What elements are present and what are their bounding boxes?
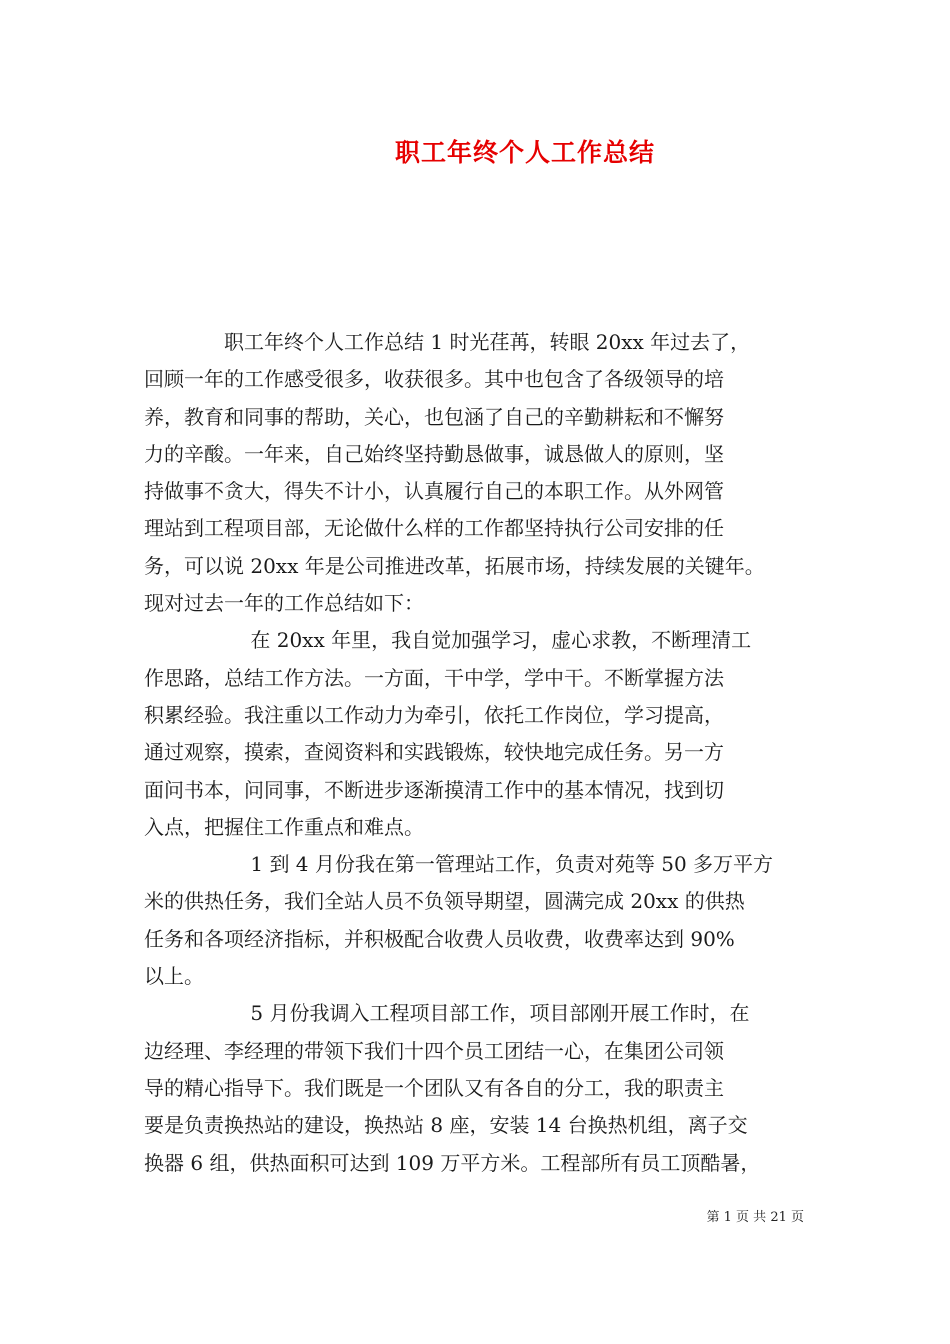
document-title: 职工年终个人工作总结	[394, 138, 655, 167]
body-line: 米的供热任务，我们全站人员不负领导期望，圆满完成 20xx 的供热	[144, 889, 745, 914]
body-line: 在 20xx 年里，我自觉加强学习，虚心求教，不断理清工	[144, 628, 752, 653]
body-line: 力的辛酸。一年来，自己始终坚持勤恳做事，诚恳做人的原则，坚	[144, 441, 724, 466]
body-line: 5 月份我调入工程项目部工作，项目部刚开展工作时，在	[144, 1001, 750, 1026]
body-line: 任务和各项经济指标，并积极配合收费人员收费，收费率达到 90%	[144, 926, 735, 951]
page-number: 第 1 页 共 21 页	[706, 1210, 804, 1225]
body-line: 务，可以说 20xx 年是公司推进改革，拓展市场，持续发展的关键年。	[144, 553, 765, 578]
body-line: 职工年终个人工作总结 1 时光荏苒，转眼 20xx 年过去了，	[144, 330, 751, 354]
body-line: 1 到 4 月份我在第一管理站工作，负责对苑等 50 多万平方	[144, 852, 774, 877]
body-line: 作思路，总结工作方法。一方面，干中学，学中干。不断掌握方法	[144, 665, 724, 690]
body-line: 以上。	[144, 964, 204, 989]
document-body	[144, 324, 808, 1182]
body-line: 导的精心指导下。我们既是一个团队又有各自的分工，我的职责主	[144, 1075, 724, 1100]
body-line: 要是负责换热站的建设，换热站 8 座，安装 14 台换热机组，离子交	[144, 1113, 748, 1138]
body-line: 入点，把握住工作重点和难点。	[144, 814, 424, 839]
body-line: 回顾一年的工作感受很多，收获很多。其中也包含了各级领导的培	[144, 367, 724, 392]
body-line: 面问书本，问同事，不断进步逐渐摸清工作中的基本情况，找到切	[144, 777, 724, 802]
body-line: 现对过去一年的工作总结如下：	[144, 591, 424, 616]
body-line: 换器 6 组，供热面积可达到 109 万平方米。工程部所有员工顶酷暑，	[144, 1150, 761, 1175]
body-line: 养，教育和同事的帮助，关心，也包涵了自己的辛勤耕耘和不懈努	[144, 404, 724, 429]
body-line: 通过观察，摸索，查阅资料和实践锻炼，较快地完成任务。另一方	[144, 740, 724, 765]
body-line: 理站到工程项目部，无论做什么样的工作都坚持执行公司安排的任	[144, 516, 724, 541]
body-line: 边经理、李经理的带领下我们十四个员工团结一心，在集团公司领	[144, 1038, 724, 1063]
body-line: 持做事不贪大，得失不计小，认真履行自己的本职工作。从外网管	[144, 479, 724, 504]
body-line: 积累经验。我注重以工作动力为牵引，依托工作岗位，学习提高，	[144, 702, 724, 727]
